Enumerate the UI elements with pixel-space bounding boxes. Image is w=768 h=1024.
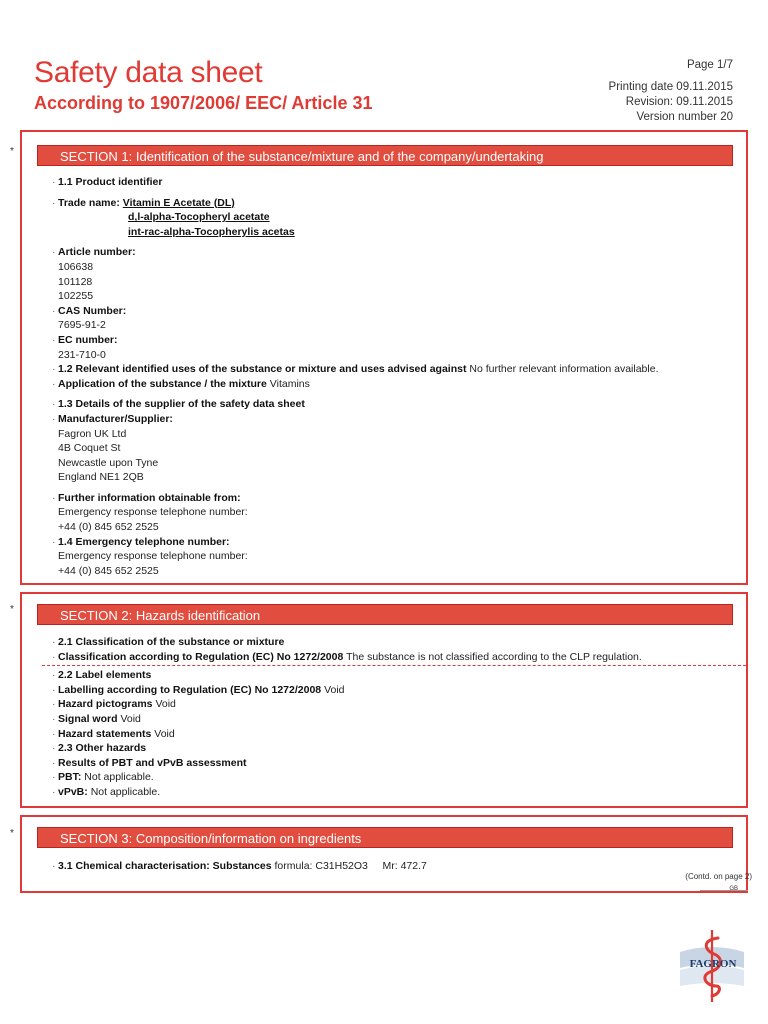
hazard-statements-value: Void [154,727,175,740]
printing-date: Printing date 09.11.2015 [608,81,733,93]
formula-value: formula: C31H52O3 [274,860,368,872]
section-divider [42,665,746,666]
fagron-logo-text: FAGRON [689,958,737,970]
clp-classification-value: The substance is not classified according to the CLP regulation. [346,650,642,663]
pbt-value: Not applicable. [84,771,154,784]
supplier-details-label: 1.3 Details of the supplier of the safety data sheet [58,398,305,411]
further-info-label: Further information obtainable from: [58,491,241,504]
relevant-uses-label: 1.2 Relevant identified uses of the substance or mixture and uses advised against [58,363,467,376]
trade-name: Vitamin E Acetate (DL) [122,196,235,209]
pbt-label: PBT: [58,771,82,784]
section-2-body: · 2.1 Classification of the substance or mixture · Classification according to Regulation (EC) No 1272/2008 The substance is not classified according to the CLP regulation. · 2.2 Label elements · Labelling according to Regulation (EC) No 1272/2008 Void · Hazard pictograms Void · Signal word Void · Hazard statements Void · 2.3 Other hazards · Results of PBT and vPvB assessment · PBT: Not applicable. · vPvB: Not applicable. [58,635,734,800]
continued-note: (Contd. on page 2) [685,872,752,881]
signal-word-label: Signal word [58,712,118,725]
article-number: 101128 [58,275,93,288]
section-3-body: · 3.1 Chemical characterisation: Substances formula: C31H52O3 Mr: 472.7 [52,860,427,872]
address-line: England NE1 2QB [58,471,144,484]
chemical-characterisation-label: 3.1 Chemical characterisation: Substances [58,860,272,872]
further-info-line: Emergency response telephone number: [58,506,248,519]
section-1-body: · 1.1 Product identifier · Trade name: Vitamin E Acetate (DL) d,l-alpha-Tocopheryl acetate int-rac-alpha-Tocopherylis acetas · Article number: 106638 101128 102255 · CAS Number: 7695-91-2 · EC number: 231-710-0 · 1.2 Relevant identified uses of the substance or mixture and uses advised against No further relevant information available. · Application of the substance / the mixture Vitamins · 1.3 Details of the supplier of the safety data sheet · Manufacturer/Supplier: Fagron UK Ltd 4B Coquet St Newcastle upon Tyne England NE1 2QB · Further information obtainable from: Emergency response telephone number: +44 (0) 845 652 2525 · 1.4 Emergency telephone number: Emergency response telephone number: +44 (0) 845 652 2525 [58,175,734,578]
labelling-value: Void [324,683,345,696]
address-line: 4B Coquet St [58,442,121,455]
revision-marker: * [10,146,14,157]
document-subtitle: According to 1907/2006/ EEC/ Article 31 [34,93,373,113]
emergency-number-label: 1.4 Emergency telephone number: [58,535,230,548]
trade-name: d,l-alpha-Tocopheryl acetate [128,211,270,224]
section-2-heading: SECTION 2: Hazards identification [37,604,733,625]
clp-classification-label: Classification according to Regulation (EC) No 1272/2008 [58,650,344,663]
cas-number-label: CAS Number: [58,304,127,317]
emergency-line: Emergency response telephone number: [58,550,248,563]
cas-number-value: 7695-91-2 [58,319,106,332]
label-elements-label: 2.2 Label elements [58,669,152,682]
application-label: Application of the substance / the mixture [58,377,267,390]
section-3-heading: SECTION 3: Composition/information on ingredients [37,827,733,848]
section-3 [20,815,748,893]
document-title: Safety data sheet [34,56,263,89]
revision-marker: * [10,828,14,839]
pictograms-value: Void [155,698,176,711]
ec-number-value: 231-710-0 [58,348,106,361]
footer-rule [700,890,748,891]
relevant-uses-value: No further relevant information available. [469,363,659,376]
vpvb-value: Not applicable. [90,785,161,798]
address-line: Newcastle upon Tyne [58,456,159,469]
section-1 [20,130,748,585]
trade-name-label: Trade name: [58,196,120,209]
pbt-results-label: Results of PBT and vPvB assessment [58,756,247,769]
section-2 [20,592,748,808]
trade-name: int-rac-alpha-Tocopherylis acetas [128,225,295,238]
address-line: Fagron UK Ltd [58,427,127,440]
page-number: Page 1/7 [686,59,733,71]
labelling-label: Labelling according to Regulation (EC) No 1272/2008 [58,683,322,696]
document-meta [609,58,733,125]
article-number-label: Article number: [58,246,136,259]
emergency-line: +44 (0) 845 652 2525 [58,564,159,577]
version-number: Version number 20 [636,111,733,123]
product-identifier-label: 1.1 Product identifier [58,176,163,188]
manufacturer-label: Manufacturer/Supplier: [58,412,173,425]
revision-date: Revision: 09.11.2015 [625,96,733,108]
country-code: GB [729,886,738,892]
application-value: Vitamins [269,377,310,390]
signal-word-value: Void [120,712,141,725]
pictograms-label: Hazard pictograms [58,698,153,711]
article-number: 106638 [58,260,94,273]
other-hazards-label: 2.3 Other hazards [58,742,147,755]
molecular-weight: Mr: 472.7 [382,860,427,872]
further-info-line: +44 (0) 845 652 2525 [58,521,159,534]
classification-label: 2.1 Classification of the substance or mixture [58,636,285,648]
revision-marker: * [10,604,14,615]
section-1-heading: SECTION 1: Identification of the substance/mixture and of the company/undertaking [37,145,733,166]
article-number: 102255 [58,290,94,303]
vpvb-label: vPvB: [58,785,88,798]
hazard-statements-label: Hazard statements [58,727,152,740]
ec-number-label: EC number: [58,333,118,346]
